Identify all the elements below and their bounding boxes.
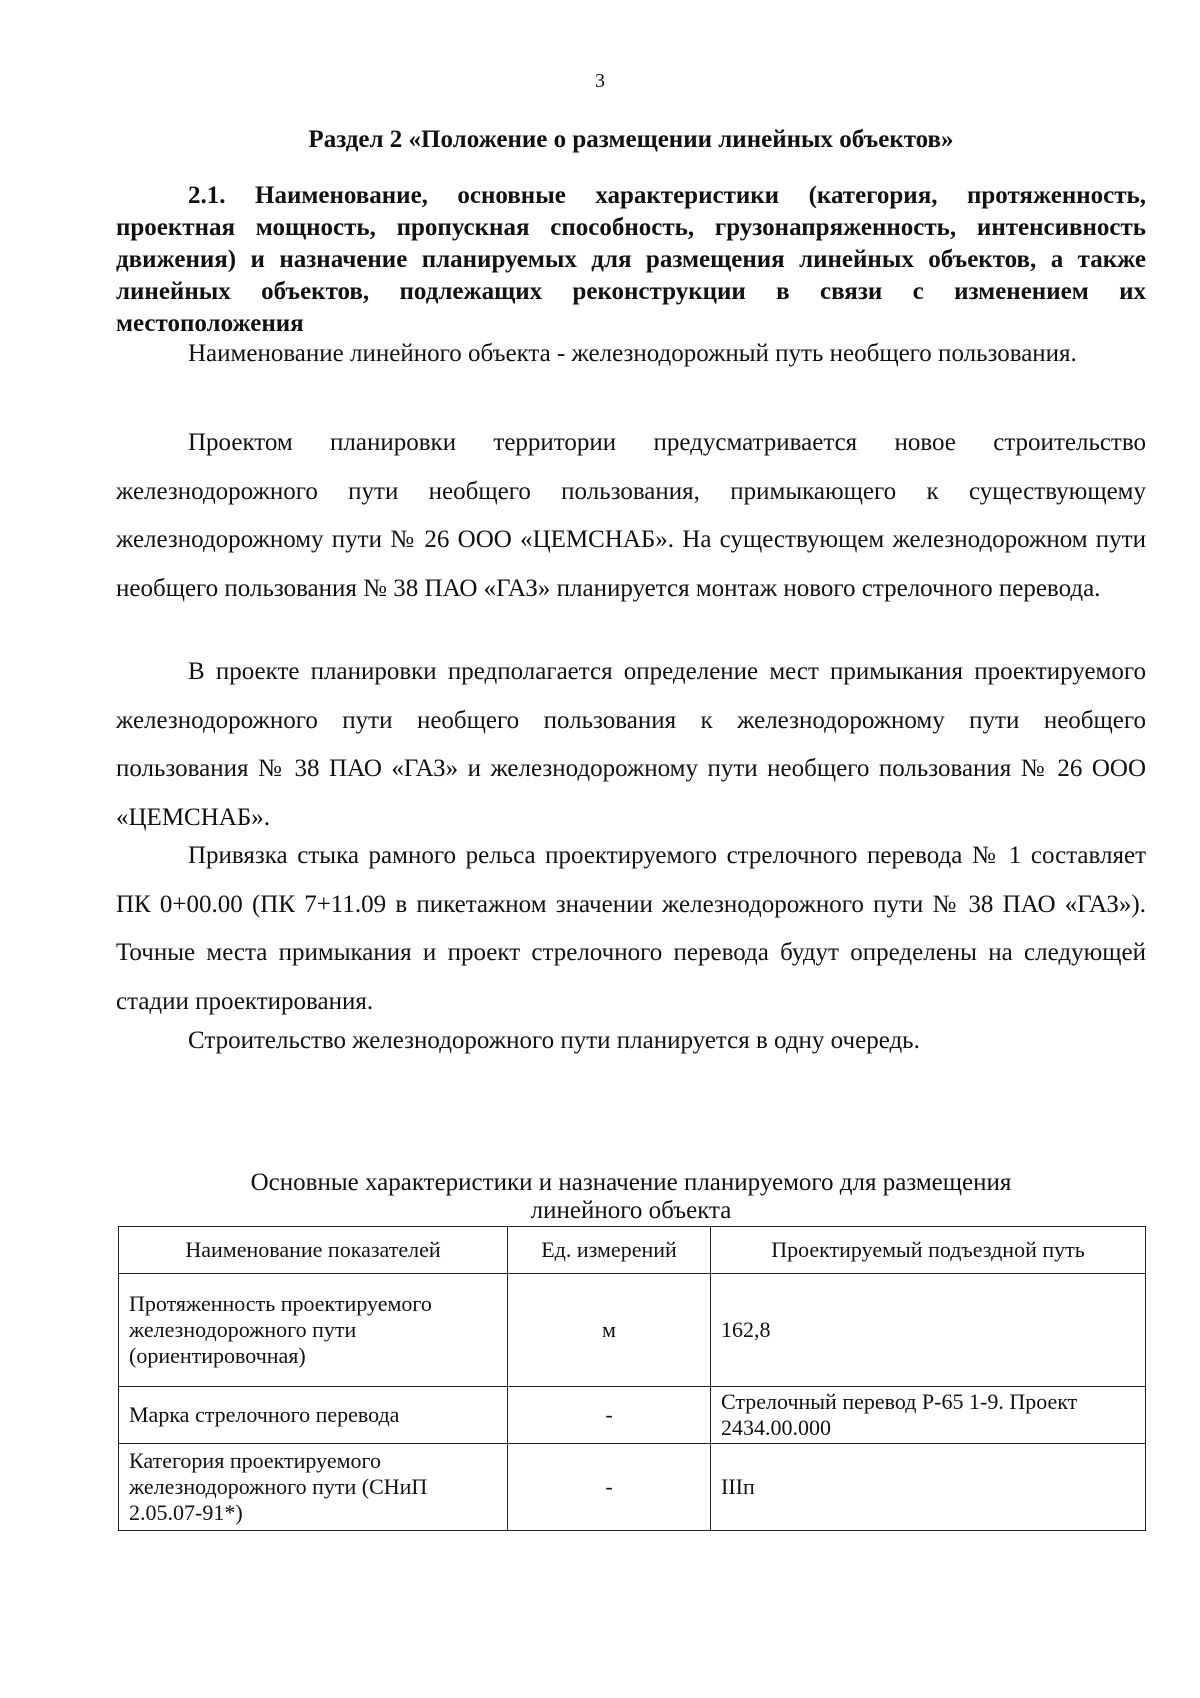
cell-value: Стрелочный перевод Р-65 1-9. Проект 2434.00.000 [711, 1387, 1146, 1444]
cell-indicator: Протяженность проектируемого железнодорожного пути (ориентировочная) [119, 1274, 508, 1387]
header-unit: Ед. измерений [508, 1227, 711, 1274]
header-designed-track: Проектируемый подъездной путь [711, 1227, 1146, 1274]
table-caption [116, 1169, 1146, 1225]
paragraph-object-name: Наименование линейного объекта - железнодорожный путь необщего пользования. [188, 340, 1077, 367]
table-row [119, 1274, 1146, 1387]
paragraph-junctions: В проекте планировки предполагается определение мест примыкания проектируемого железнодорожного пути необщего пользования к железнодорожному пути необщего пользования № 38 ПАО «ГАЗ» и железнодорожному пути необщего пользования № 26 ООО «ЦЕМСНАБ». [116, 658, 1146, 831]
table-row [119, 1444, 1146, 1531]
section-title: Раздел 2 «Положение о размещении линейных объектов» [308, 126, 954, 153]
cell-value: IIIп [711, 1444, 1146, 1531]
table-caption-line-1: Основные характеристики и назначение планируемого для размещения [250, 1169, 1012, 1196]
cell-unit: м [508, 1274, 711, 1387]
table-header-row [119, 1227, 1146, 1274]
cell-indicator: Категория проектируемого железнодорожного пути (СНиП 2.05.07-91*) [119, 1444, 508, 1531]
cell-unit: - [508, 1444, 711, 1531]
header-indicator-name: Наименование показателей [119, 1227, 508, 1274]
cell-indicator: Марка стрелочного перевода [119, 1387, 508, 1444]
table-row [119, 1387, 1146, 1444]
table-caption-line-2: линейного объекта [530, 1197, 732, 1224]
paragraph-stage: Строительство железнодорожного пути планируется в одну очередь. [188, 1027, 920, 1054]
page-number: 3 [595, 70, 605, 92]
paragraph-switch-binding: Привязка стыка рамного рельса проектируемого стрелочного перевода № 1 составляет ПК 0+00.00 (ПК 7+11.09 в пикетажном значении железнодорожного пути № 38 ПАО «ГАЗ»). Точные места примыкания и проект стрелочного перевода будут определены на следующей стадии проектирования. [116, 842, 1146, 1015]
subsection-heading: 2.1. Наименование, основные характеристики (категория, протяженность, проектная мощность, пропускная способность, грузонапряженность, интенсивность движения) и назначение планируемых для размещения линейных объектов, а также линейных объектов, подлежащих реконструкции в связи с изменением их местоположения [116, 182, 1146, 337]
cell-value: 162,8 [711, 1274, 1146, 1387]
cell-unit: - [508, 1387, 711, 1444]
paragraph-construction: Проектом планировки территории предусматривается новое строительство железнодорожного пути необщего пользования, примыкающего к существующему железнодорожному пути № 26 ООО «ЦЕМСНАБ». На существующем железнодорожном пути необщего пользования № 38 ПАО «ГАЗ» планируется монтаж нового стрелочного перевода. [116, 429, 1146, 602]
characteristics-table [118, 1226, 1146, 1531]
